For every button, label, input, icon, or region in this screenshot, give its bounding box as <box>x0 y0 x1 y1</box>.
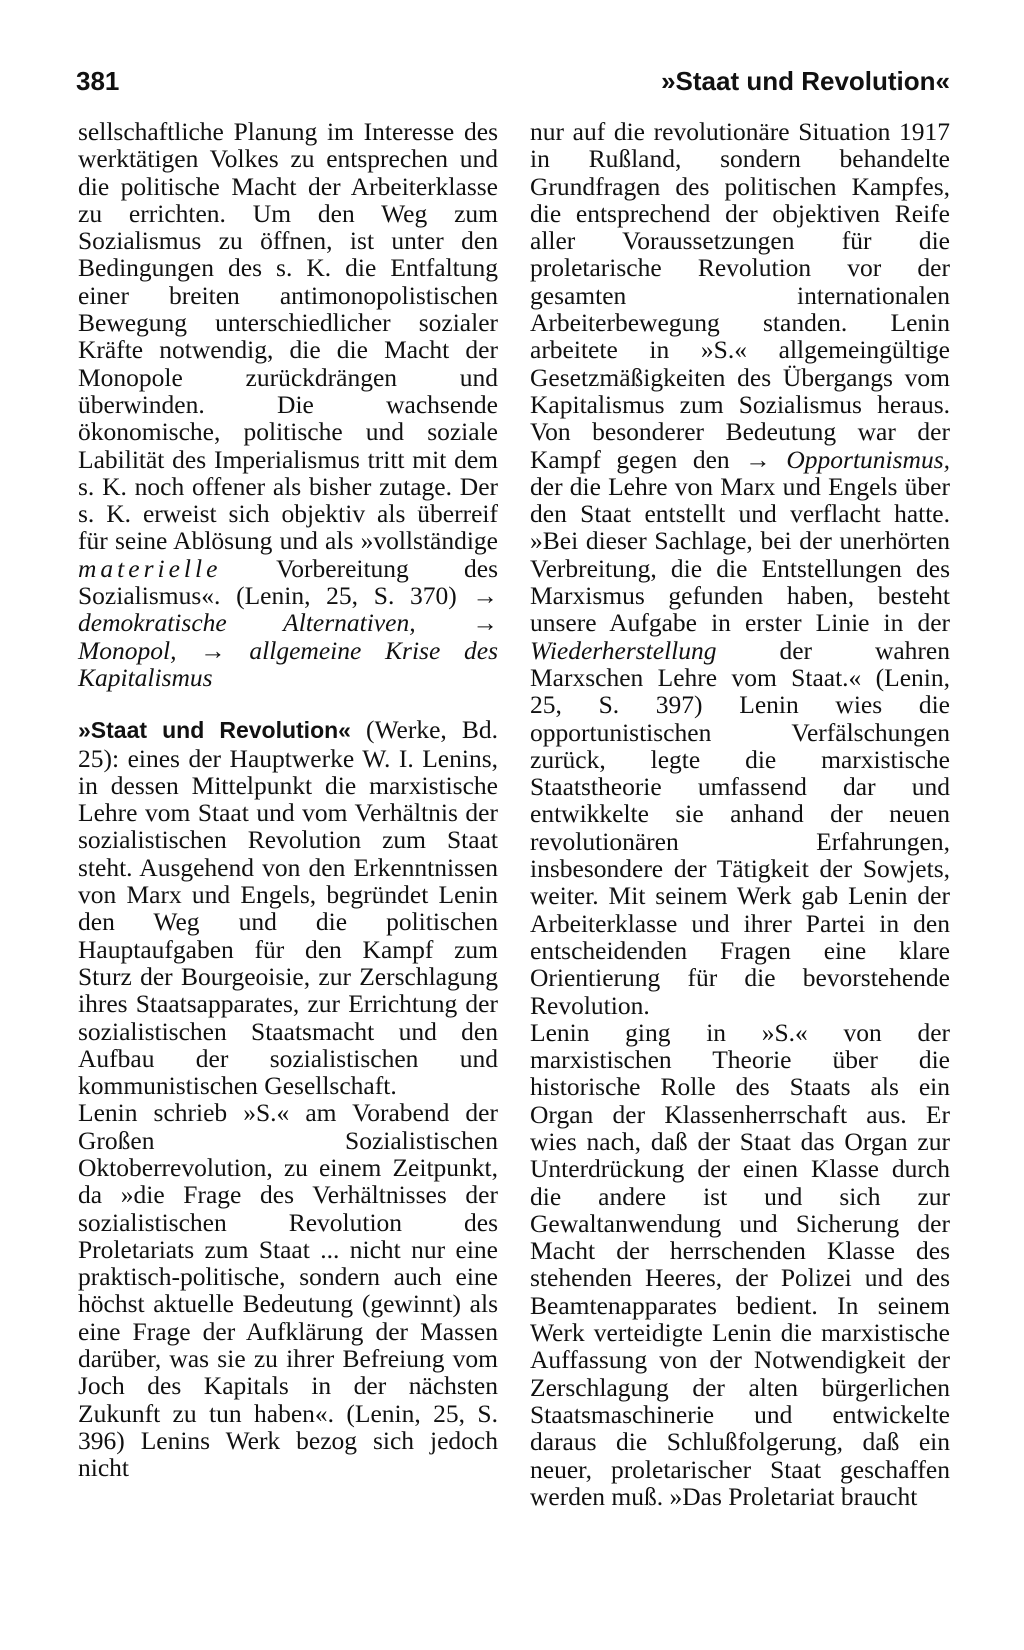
paragraph: Lenin ging in »S.« von der marxistischen Theorie über die historische Rolle des Staats als ein Organ der Klassenherrschaft aus. Er wies nach, daß der Staat das Organ zur Unterdrückung der einen Klasse durch die andere ist und sich zur Gewaltanwendung und Sicherung der Macht der herrschenden Klasse des stehenden Heeres, der Polizei und des Beamtenapparates bedient. In seinem Werk verteidigte Lenin die marxistische Auffassung von der Notwendigkeit der Zerschlagung der alten bürgerlichen Staatsmaschinerie und entwickelte daraus die Schlußfolgerung, daß ein neuer, proletarischer Staat geschaffen werden muß. »Das Proletariat braucht <box>530 1017 950 1511</box>
entry-headword: »Staat und Revolution« <box>78 717 351 744</box>
entry-text: (Werke, Bd. 25): eines der Hauptwerke W. I. Lenins, in dessen Mittelpunkt die marxistische Lehre vom Staat und vom Verhältnis der sozialistischen Revolution zum Staat steht. Ausgehend von den Erkenntnissen von Marx und Engels, begründet Lenin den Weg und die politischen Hauptaufgaben für den Kampf zum Sturz der Bourgeoisie, zur Zerschlagung ihres Staatsapparates, zur Errichtung der sozialistischen Staatsmacht und den Aufbau der sozialistischen und kommunistischen Gesellschaft. <box>78 715 498 1101</box>
cross-reference: allgemeine Krise des Kapitalismus <box>78 635 499 692</box>
paragraph <box>530 118 950 1019</box>
cross-reference: demokratische Alternativen, <box>78 608 416 638</box>
running-head: »Staat und Revolution« <box>661 66 950 96</box>
emphasis-spaced: materielle <box>78 553 222 583</box>
right-column <box>530 118 950 1510</box>
emphasis-italic: Wiederherstellung <box>530 635 717 665</box>
page-number: 381 <box>76 66 120 96</box>
text: der wahren Marxschen Lehre vom Staat.« (Lenin, 25, S. 397) Lenin wies die opportunistischen Verfälschungen zurück, legte die marxistische Staatstheorie umfassend dar und entwikkelte sie anhand der neuen revolutionären Erfahrungen, insbesondere der Tätigkeit der Sowjets, weiter. Mit seinem Werk gab Lenin der Arbeiterklasse und ihrer Partei in den entscheidenden Fragen eine klare Orientierung für die bevorstehende Revolution. <box>530 635 950 1020</box>
text: sellschaftliche Planung im Interesse des werktätigen Volkes zu entsprechen und die politische Macht der Arbeiterklasse zu errichten. Um den Weg zum Sozialismus zu öffnen, ist unter den Bedingungen des s. K. die Entfaltung einer breiten antimonopolistischen Bewegung unterschiedlicher sozialer Kräfte notwendig, die die Macht der Monopole zurückdrängen und überwinden. Die wachsende ökonomische, politische und soziale Labilität des Imperialismus tritt mit dem s. K. noch offener als bisher zutage. Der s. K. erweist sich objektiv als überreif für seine Ablösung und als »vollständige <box>78 117 498 556</box>
cross-reference: Opportunismus, <box>786 444 951 474</box>
text: Vorbereitung des Sozialismus«. (Lenin, 25, S. 370) → <box>78 553 498 611</box>
text: nur auf die revolutionäre Situation 1917 in Rußland, sondern behandelte Grundfragen des politischen Kampfes, die entsprechend der objektiven Reife aller Voraussetzungen für die proletarische Revolution vor der gesamten internationalen Arbeiterbewegung standen. Lenin arbeitete in »S.« allgemeingültige Gesetzmäßigkeiten des Übergangs vom Kapitalismus zum Sozialismus heraus. Von besonderer Bedeutung war der Kampf gegen den → <box>530 117 950 474</box>
left-column <box>78 118 498 1482</box>
arrow: → <box>200 635 226 665</box>
arrow: → <box>472 608 498 638</box>
cross-reference: Monopol, <box>78 635 177 665</box>
paragraph-continuation <box>78 118 498 691</box>
page-header <box>76 66 950 106</box>
dictionary-entry <box>78 716 498 1099</box>
text: der die Lehre von Marx und Engels über den Staat entstellt und verflacht hatte. »Bei dieser Sachlage, bei der unerhörten Verbreitung, die die Entstellungen des Marxismus gefunden haben, besteht unsere Aufgabe in erster Linie in der <box>530 471 950 638</box>
paragraph: Lenin schrieb »S.« am Vorabend der Großen Sozialistischen Oktoberrevolution, zu einem Zeitpunkt, da »die Frage des Verhältnisses der sozialistischen Revolution des Proletariats zum Staat ... nicht nur eine praktisch-politische, sondern auch eine höchst aktuelle Bedeutung (gewinnt) als eine Frage der Aufklärung der Massen darüber, was sie zu ihrer Befreiung vom Joch des Kapitals in der nächsten Zukunft zu tun haben«. (Lenin, 25, S. 396) Lenins Werk bezog sich jedoch nicht <box>78 1098 498 1483</box>
